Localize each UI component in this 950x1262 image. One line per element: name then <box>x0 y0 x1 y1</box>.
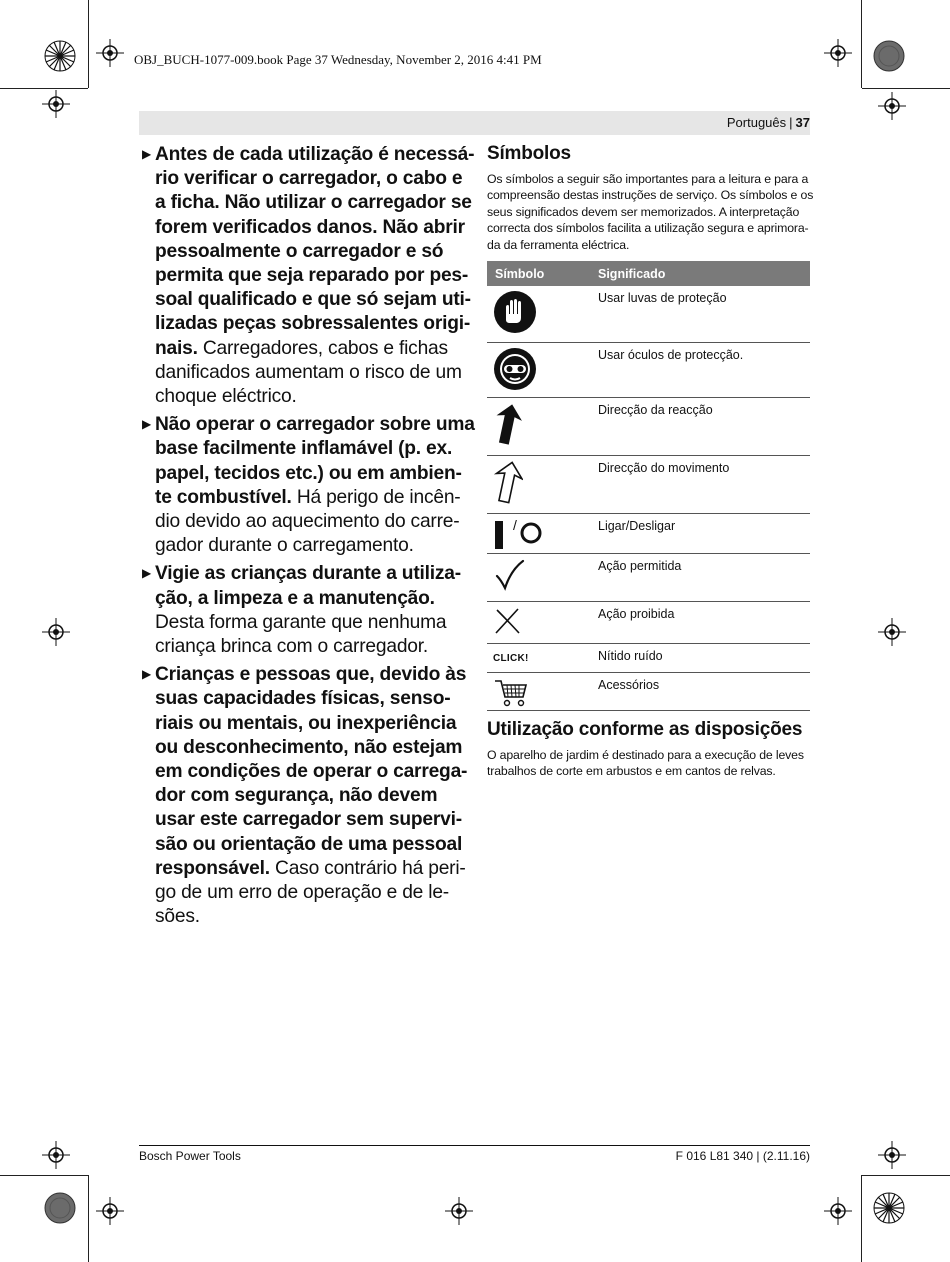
symbol-row <box>487 553 810 601</box>
text-line <box>155 905 464 929</box>
regular-text: Há perigo de incên- <box>291 486 461 508</box>
symbols-column <box>487 143 814 779</box>
symbol-cell <box>487 513 598 553</box>
intended-use-line: trabalhos de corte em arbustos e em cantos de relvas. <box>487 763 776 778</box>
registration-mark-icon <box>878 1141 906 1169</box>
symbol-cell <box>487 397 598 455</box>
text-line <box>155 881 464 905</box>
bold-text: pessoalmente o carregador e só <box>155 240 444 262</box>
checkmark-icon <box>487 554 598 595</box>
text-line <box>155 288 471 312</box>
text-line <box>155 760 468 784</box>
safety-bullet <box>142 663 468 929</box>
symbols-table-header <box>487 261 810 286</box>
meaning-column-header: Significado <box>598 261 810 286</box>
bold-text: rio verificar o carregador, o cabo e <box>155 168 463 190</box>
reaction-arrow-icon <box>487 398 598 449</box>
text-line <box>155 857 464 881</box>
regular-text: choque eléctrico. <box>155 386 297 408</box>
on-off-separator: / <box>513 516 517 533</box>
movement-arrow-icon <box>487 456 598 507</box>
click-icon <box>487 644 598 664</box>
intro-line: Os símbolos a seguir são importantes para a leitura e para a <box>487 172 809 186</box>
bold-text: papel, tecidos etc.) ou em ambien- <box>155 462 462 484</box>
intended-use-line: O aparelho de jardim é destinado para a execução de leves <box>487 747 804 762</box>
registration-mark-icon <box>824 39 852 67</box>
text-line <box>155 191 472 215</box>
symbol-cell <box>487 643 598 672</box>
regular-text: criança brinca com o carregador. <box>155 636 429 658</box>
symbol-cell <box>487 455 598 513</box>
text-line <box>155 808 464 832</box>
bold-text: a ficha. Não utilizar o carregador se <box>155 192 472 214</box>
page-number: 37 <box>795 115 810 130</box>
regular-text: gador durante o carregamento. <box>155 535 414 557</box>
text-line <box>155 167 464 191</box>
text-line <box>155 264 469 288</box>
text-line <box>155 413 475 437</box>
on-off-icon <box>487 514 598 553</box>
cross-icon <box>487 602 598 639</box>
text-line <box>155 587 464 611</box>
regular-text: sões. <box>155 906 200 928</box>
bold-text: Vigie as crianças durante a utiliza- <box>155 563 461 585</box>
text-line <box>155 437 464 461</box>
registration-mark-icon <box>42 1141 70 1169</box>
symbol-meaning: Usar óculos de protecção. <box>598 342 810 397</box>
click-symbol-text: CLICK! <box>493 652 529 664</box>
star-target-icon <box>873 1192 905 1224</box>
symbol-meaning: Direcção da reacção <box>598 397 810 455</box>
text-line <box>155 736 464 760</box>
text-line <box>155 784 464 808</box>
bold-text: suas capacidades físicas, senso- <box>155 688 451 710</box>
gray-target-icon <box>873 40 905 72</box>
bold-text: permita que seja reparado por pes- <box>155 265 469 287</box>
safety-bullet <box>142 413 475 558</box>
bold-text: dor com segurança, não devem <box>155 785 438 807</box>
text-line <box>155 312 471 336</box>
symbol-row <box>487 643 810 672</box>
bold-text: usar este carregador sem supervi- <box>155 809 462 831</box>
symbol-meaning: Ligar/Desligar <box>598 513 810 553</box>
footer-doc-number: F 016 L81 340 | (2.11.16) <box>675 1149 810 1163</box>
intro-line: compreensão destas instruções de serviço. Os símbolos e os <box>487 188 814 203</box>
shopping-cart-icon <box>487 673 598 710</box>
symbol-cell <box>487 672 598 710</box>
bold-text: soal qualificado e que só sejam uti- <box>155 289 471 311</box>
registration-mark-icon <box>42 90 70 118</box>
symbol-row <box>487 672 810 710</box>
text-line <box>155 486 464 510</box>
symbol-row <box>487 455 810 513</box>
intro-line: da da ferramenta eléctrica. <box>487 237 630 252</box>
symbol-cell <box>487 342 598 397</box>
symbol-row <box>487 601 810 643</box>
regular-text: go de um erro de operação e de le- <box>155 882 449 904</box>
symbol-row <box>487 513 810 553</box>
bold-text: ou desconhecimento, não estejam <box>155 736 463 758</box>
text-line <box>155 462 464 486</box>
registration-mark-icon <box>96 1197 124 1225</box>
footer-rule <box>139 1145 810 1146</box>
text-line <box>155 534 464 558</box>
bold-text: Crianças e pessoas que, devido às <box>155 664 467 686</box>
gloves-icon <box>487 286 598 337</box>
bold-text: são ou orientação de uma pessoal <box>155 833 463 855</box>
registration-mark-icon <box>878 92 906 120</box>
text-line <box>155 385 464 409</box>
registration-mark-icon <box>96 39 124 67</box>
bold-text: ção, a limpeza e a manutenção. <box>155 587 435 609</box>
bold-text: nais. <box>155 337 198 359</box>
bold-text: Antes de cada utilização é necessá- <box>155 144 475 165</box>
regular-text: Carregadores, cabos e fichas <box>197 337 448 359</box>
bullet-triangle-icon: ▶ <box>142 147 152 161</box>
bold-text: base facilmente inflamável (p. ex. <box>155 438 453 460</box>
text-line <box>155 240 464 264</box>
text-line <box>155 833 464 857</box>
symbol-meaning: Nítido ruído <box>598 643 810 672</box>
regular-text: Desta forma garante que nenhuma <box>155 611 447 633</box>
safety-warnings-column <box>142 143 475 934</box>
safety-goggles-icon <box>487 343 598 394</box>
registration-mark-icon <box>42 618 70 646</box>
text-line <box>155 663 467 687</box>
text-line <box>155 510 464 534</box>
intended-use-text <box>487 747 810 780</box>
text-line <box>155 337 464 361</box>
registration-mark-icon <box>445 1197 473 1225</box>
text-line <box>155 712 464 736</box>
bold-text: Não operar o carregador sobre uma <box>155 414 475 436</box>
file-header: OBJ_BUCH-1077-009.book Page 37 Wednesday, November 2, 2016 4:41 PM <box>134 52 542 67</box>
regular-text: dio devido ao aquecimento do carre- <box>155 511 460 533</box>
bold-text: em condições de operar o carrega- <box>155 761 468 783</box>
text-line <box>155 687 464 711</box>
gray-target-icon <box>44 1192 76 1224</box>
bold-text: te combustível. <box>155 486 292 508</box>
symbol-meaning: Acessórios <box>598 672 810 710</box>
symbols-table <box>487 261 810 711</box>
regular-text: Caso contrário há peri- <box>269 857 466 879</box>
running-head-separator: | <box>789 115 793 130</box>
safety-bullet <box>142 143 475 409</box>
intended-use-heading: Utilização conforme as disposições <box>487 718 803 740</box>
text-line <box>155 635 464 659</box>
footer-brand: Bosch Power Tools <box>139 1149 241 1163</box>
bold-text: riais ou mentais, ou inexperiência <box>155 712 457 734</box>
bold-text: responsável. <box>155 857 270 879</box>
symbol-meaning: Usar luvas de proteção <box>598 286 810 342</box>
registration-mark-icon <box>824 1197 852 1225</box>
bold-text: forem verificados danos. Não abrir <box>155 216 465 238</box>
symbol-cell <box>487 553 598 601</box>
regular-text: danificados aumentam o risco de um <box>155 361 462 383</box>
intro-line: correcta dos símbolos facilita a utilização segura e aprimora- <box>487 221 809 236</box>
bullet-triangle-icon: ▶ <box>142 566 152 581</box>
text-line <box>155 361 464 385</box>
bold-text: lizadas peças sobressalentes origi- <box>155 313 471 335</box>
header-band <box>139 111 810 135</box>
star-target-icon <box>44 40 76 72</box>
intro-line: seus significados devem ser memorizados. A interpretação <box>487 204 800 219</box>
bullet-triangle-icon: ▶ <box>142 667 152 682</box>
symbol-meaning: Direcção do movimento <box>598 455 810 513</box>
running-head-language: Português <box>726 115 787 130</box>
symbol-row <box>487 286 810 342</box>
symbol-row <box>487 397 810 455</box>
symbol-column-header: Símbolo <box>487 261 598 286</box>
symbols-heading: Símbolos <box>487 143 571 164</box>
symbol-meaning: Ação proibida <box>598 601 810 643</box>
text-line <box>155 143 475 167</box>
bullet-triangle-icon: ▶ <box>142 417 152 432</box>
symbol-cell <box>487 286 598 342</box>
symbol-cell <box>487 601 598 643</box>
text-line <box>155 562 464 586</box>
symbol-meaning: Ação permitida <box>598 553 810 601</box>
registration-mark-icon <box>878 618 906 646</box>
safety-bullet <box>142 562 464 659</box>
text-line <box>155 216 464 240</box>
symbol-row <box>487 342 810 397</box>
symbols-intro <box>487 171 814 253</box>
text-line <box>155 611 464 635</box>
running-head <box>727 115 810 130</box>
